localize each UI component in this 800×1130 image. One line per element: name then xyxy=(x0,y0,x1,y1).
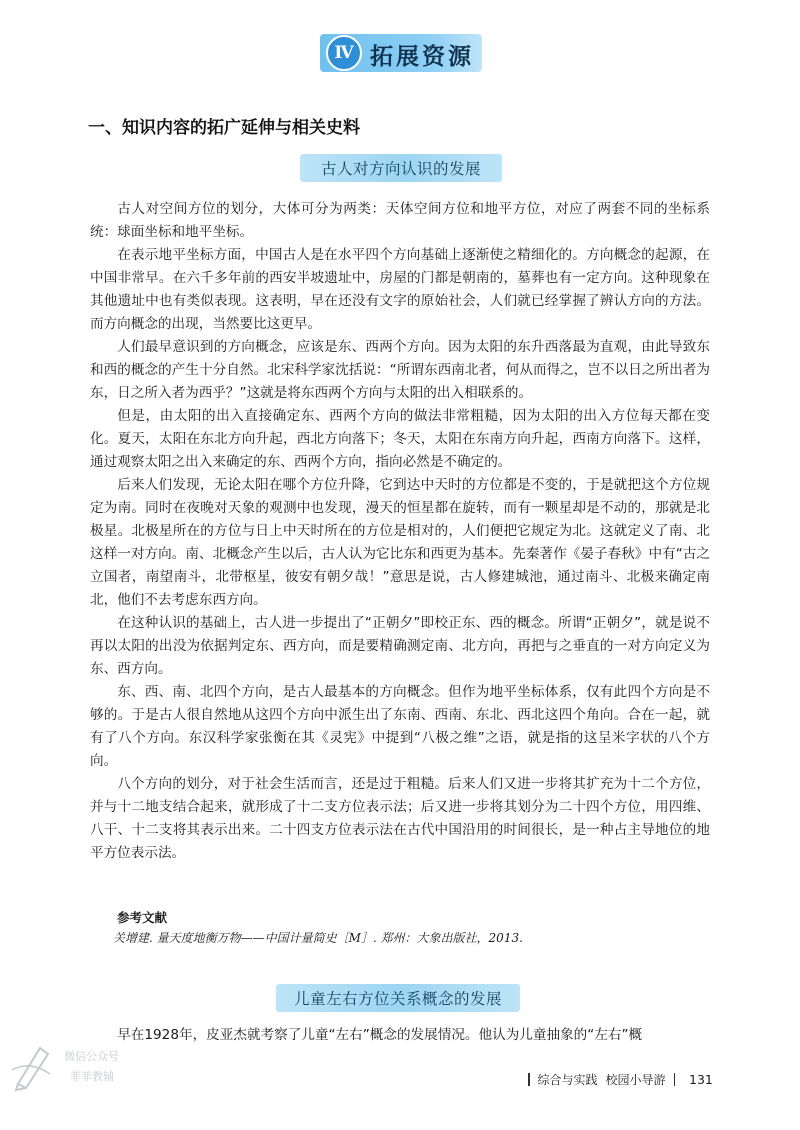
paragraph: 八个方向的划分，对于社会生活而言，还是过于粗糙。后来人们又进一步将其扩充为十二个方位，并与十二地支结合起来，就形成了十二支方位表示法；后又进一步将其划分为二十四个方位，用四维、八干、十二支将其表示出来。二十四支方位表示法在古代中国沿用的时间很长，是一种占主导地位的地平方位表示法。 xyxy=(90,776,710,861)
watermark xyxy=(8,1038,128,1098)
paragraph: 早在1928年，皮亚杰就考察了儿童“左右”概念的发展情况。他认为儿童抽象的“左右”概 xyxy=(117,1027,643,1043)
paragraph: 东、西、南、北四个方向，是古人最基本的方向概念。但作为地平坐标体系，仅有此四个方向是不够的。于是古人很自然地从这四个方向中派生出了东南、西南、东北、西北这四个角向。合在一起，就有了八个方向。东汉科学家张衡在其《灵宪》中提到“八极之维”之语，就是指的这呈米字状的八个方向。 xyxy=(90,684,710,769)
paragraph: 人们最早意识到的方向概念，应该是东、西两个方向。因为太阳的东升西落最为直观，由此导致东和西的概念的产生十分自然。北宋科学家沈括说：“所谓东西南北者，何从而得之，岂不以日之所出者为东，日之所入者为西乎？”这就是将东西两个方向与太阳的出入相联系的。 xyxy=(90,339,710,401)
paragraph: 在这种认识的基础上，古人进一步提出了“正朝夕”即校正东、西的概念。所谓“正朝夕”，就是说不再以太阳的出没为依据判定东、西方向，而是要精确测定南、北方向，再把与之垂直的一对方向定义为东、西方向。 xyxy=(90,615,710,677)
footer-divider xyxy=(674,1073,676,1086)
references xyxy=(113,908,717,948)
footer-divider xyxy=(528,1073,530,1086)
section-title: 一、知识内容的拓广延伸与相关史料 xyxy=(88,118,360,138)
page-footer xyxy=(528,1068,713,1090)
body-text xyxy=(90,198,710,865)
body-text-continued xyxy=(90,1024,710,1047)
pen-icon xyxy=(10,1040,58,1092)
footer-unit-label: 综合与实践 xyxy=(537,1072,598,1087)
paragraph: 但是，由太阳的出入直接确定东、西两个方向的做法非常粗糙，因为太阳的出入方位每天都在变化。夏天，太阳在东北方向升起，西北方向落下；冬天，太阳在东南方向升起，西南方向落下。这样，通过观察太阳之出入来确定的东、西两个方向，指向必然是不确定的。 xyxy=(90,408,710,470)
paragraph: 古人对空间方位的划分，大体可分为两类：天体空间方位和地平方位，对应了两套不同的坐标系统：球面坐标和地平坐标。 xyxy=(90,201,710,240)
watermark-line1: 微信公众号 xyxy=(64,1050,119,1063)
chapter-title: 拓展资源 xyxy=(370,43,474,70)
paragraph: 后来人们发现，无论太阳在哪个方位升降，它到达中天时的方位都是不变的，于是就把这个方位规定为南。同时在夜晚对天象的观测中也发现，漫天的恒星都在旋转，而有一颗星却是不动的，那就是北极星。北极星所在的方位与日上中天时所在的方位是相对的，人们便把它规定为北。这就定义了南、北这样一对方向。南、北概念产生以后，古人认为它比东和西更为基本。先秦著作《晏子春秋》中有“古之立国者，南望南斗，北带枢星，彼安有朝夕哉！”意思是说，古人修建城池，通过南斗、北极来确定南北，他们不去考虑东西方向。 xyxy=(90,477,710,608)
watermark-line2: 菲菲教辅 xyxy=(70,1070,114,1083)
subheading-child-left-right: 儿童左右方位关系概念的发展 xyxy=(276,984,520,1012)
page-number: 131 xyxy=(689,1071,713,1087)
reference-item: 关增建. 量天度地衡万物——中国计量简史［M］. 郑州：大象出版社，2013. xyxy=(113,931,523,945)
subheading-direction-history: 古人对方向认识的发展 xyxy=(300,154,502,182)
paragraph: 在表示地平坐标方面，中国古人是在水平四个方向基础上逐渐使之精细化的。方向概念的起源，在中国非常早。在六千多年前的西安半坡遗址中，房屋的门都是朝南的，墓葬也有一定方向。这种现象在其他遗址中也有类似表现。这表明，早在还没有文字的原始社会，人们就已经掌握了辨认方向的方法。而方向概念的出现，当然要比这更早。 xyxy=(90,247,710,332)
footer-lesson-label: 校园小导游 xyxy=(605,1072,666,1087)
references-heading: 参考文献 xyxy=(117,910,168,925)
chapter-number-badge: Ⅳ xyxy=(326,35,362,71)
